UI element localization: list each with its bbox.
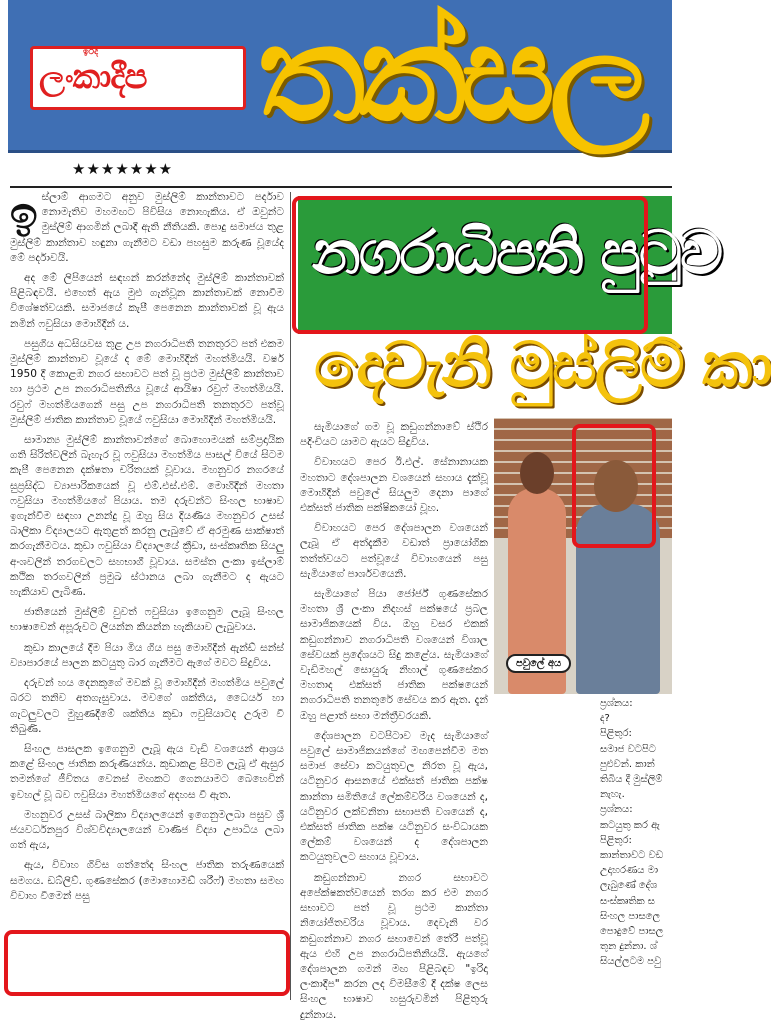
highlight-box-face <box>572 424 656 548</box>
article-column-3 <box>600 696 672 970</box>
col1-text: කුඩා කාලයේ දීම පියා මිය ගිය පසු මොහිදීන් ඇන්ඩ් සන්ස් ව්‍යාපාරයේ පාලන කටයුතු බාර ගැනීමට ඇගේ මවට සිදුවිය. <box>10 641 284 669</box>
col1-text: දරුවන් හය දෙනකුගේ මවක් වූ මොහිදීන් මහත්මිය පවුලේ බරට තනිව අතගැසුවාය. මවගේ ශක්තිය, ධෛර්ය හා ගැටලුවලට මුහුණදීමේ ශක්තිය කුඩා ෆවුසියාටද උරුම වී තිබුණි. <box>10 677 284 735</box>
banner-line-2: දෙවැනි මුස්ලිම් කා <box>314 328 771 401</box>
col3-line: තුන දුන්නා. ශ්‍ <box>600 941 657 953</box>
col1-paragraph <box>10 433 284 600</box>
col3-line: නැහැ. <box>600 789 625 801</box>
col3-line: කටයුතු කර ඇ <box>600 819 660 831</box>
col1-paragraph <box>10 676 284 737</box>
article-column-2 <box>300 420 488 1021</box>
col2-paragraph <box>300 521 488 582</box>
col1-text: ස්ලාම් ආගමට අනුව මුස්ලිම් කාන්තාවට පර්දාව නොමැතිව මහමඟට පිවිසිය නොහැකිය. ඒ ඔවුන්ට මුස්ලිම් ආගමින් ලබාදී ඇති නීතියකි. පොදු සමාජය තුළ මුස්ලිම් කාන්තාව හඳුනා ගැනීමට වඩා පහසුම කරුණ වූයේද මේ පර්දාවයි. <box>10 191 284 264</box>
col1-text: සාමාන්‍ය මුස්ලිම් කාන්තාවන්ගේ බොහොමයක් සම්ප්‍රදායික ගති සිරිත්වලින් බැහැර වූ ෆවුසියා මහත්මිය පාසල් වියේ සිටම කැපී පෙනෙන දක්ෂතා චරිතයක් වූවාය. මහනුවර නගරයේ සුප්‍රසිද්ධ ව්‍යාපාරිකයෙක් වූ එම්.එස්.එම්. මොහිදීන් මහතා ෆවුසියා මහත්මියගේ පියාය. තම දරුවන්ට සිංහල භාෂාව ඉගැන්වීම සඳහා උනන්දු වූ ඔහු සිය දියණිය මහනුවර උසස් බාලිකා විද්‍යාලයට ඇතුළත් කරනු ලැබුවේ ඒ අරමුණ සාක්ෂාත් කරගැනීමටය. කුඩා ෆවුසියා විද්‍යාලයේ ක්‍රීඩා, සංස්කෘතික සියලු අංශවලින් තරගවලට සහභාගී වූවාය. සමස්ත ලංකා ඉස්ලාම් කථික තරගවලින් ප්‍රමුඛ ස්ථානය ලබා ගැනීමට ද ඇයට හැකියාව ලැබිණ. <box>10 434 284 599</box>
col1-paragraph <box>10 742 284 803</box>
col1-text: මහනුවර උසස් බාලිකා විද්‍යාලයෙන් ඉගෙනුමලබා පසුව ශ්‍රී ජයවර්ධනපුර විශ්වවිද්‍යාලයෙන් වාණිජ විද්‍යා උපාධිය ලබා ගත් ඇය, <box>10 808 284 852</box>
col3-line: පිළිතුර: <box>600 834 632 846</box>
headline-banner-2 <box>298 328 771 412</box>
drop-cap: ඉ <box>10 188 38 239</box>
page-headline: තක්සල <box>258 0 644 151</box>
col1-text: ජාතියෙන් මුස්ලිම් වුවත් ෆවුසියා ඉගෙනුම ලැබූ සිංහල භාෂාවෙන් අපූරුවට ලියන්න කියන්න හැකියාව ලැබුවාය. <box>10 606 284 634</box>
col2-text: සැමියාගේ පියා ජෝර්ජ් ගුණසේකර මහතා ශ්‍රී ලංකා නිදහස් පක්ෂයේ ප්‍රබල සාමාජිකයෙක් විය. ඔහු වසර එකක් කඩුගන්නාව නගරාධිපති වශයෙන් විශාල සේවයක් ප්‍රදේශයට සිදු කළේය. සැමියාගේ වැඩිමහල් සොයුරු නිහාල් ගුණසේකර මහතාද එක්සත් ජාතික පක්ෂයෙන් නගරාධිපති තනතුරේ සේවය කර ඇත. දැන් ඔහු පළාත් සභා මන්ත්‍රීවරයකි. <box>300 588 488 722</box>
col1-paragraph <box>10 605 284 635</box>
col3-line: ප්‍රශ්නය: <box>600 698 633 709</box>
logo-small-text: ඉරිද <box>83 47 99 57</box>
col3-line: පුළුවන්. කාන් <box>600 758 655 770</box>
col3-line: උදාහරණය මා <box>600 865 659 877</box>
col3-line: සංස්කෘතික ස <box>600 895 655 907</box>
col3-line: කාන්තාවට වඩ <box>600 850 664 862</box>
col1-text: සිංහල පාසලක ඉගෙනුම ලැබූ ඇය වැඩි වශයෙන් ආශ්‍රය කළේ සිංහල ජාතික කරුණියන්ය. කුඩාකළ සිටම ලැබූ ඒ ඇසුර තමන්ගේ ජීවිතය වෙනස් මඟකට ගෙනයාමට බෙහෙවින් ඉවහල් වූ බව ෆවුසියා මහත්මියගේ අදහස වී ඇත. <box>10 742 284 801</box>
col1-text: පසුගිය අධසියවස තුළ උප නගරාධිපති තනතුරට පත් එකම මුස්ලිම් කාන්තාව වූයේ ද මේ මොහිදීන් මහත්මියයි. වර්ෂ 1950 දී කොළඹ නගර සභාවට පත් වූ ප්‍රථම මුස්ලිම් කාන්තාව හා ප්‍රථම උප නගරාධිපතිනිය වූයේ ආයිෂා රවුෆ් මහත්මියයි. රවුෆ් මහත්මියගෙන් පසු උප නගරාධිපති තනතුරට පත්වූ මුස්ලිම් ජාතික කාන්තාව වූයේ ෆවුසියා මොහිදීන් මහත්මියයි. <box>10 337 284 426</box>
col2-text: විවාහයට පෙර දේශපාලන වශයෙන් ලැබූ ඒ අත්දැකීම වඩාත් ප්‍රායෝගික තත්ත්වයට පත්වූයේ විවාහයෙන් පසු සැමියාගේ පාර්ශවයෙනි. <box>300 522 488 580</box>
col1-paragraph <box>10 808 284 854</box>
star-rating: ★★★★★★★ <box>72 160 174 178</box>
col2-text: කඩුගන්නාව නගර සභාවට අපේක්ෂකත්වයෙන් තරග කර එම නගර සභාවට පත් වූ ප්‍රථම කාන්තා නියෝජිතවරිය වූවාය. දෙවැනි වර කඩුගන්නාව නගර සභාවෙන් තේරී පත්වූ ඇය එහි උප නගරාධිපතිනියයි. ඇයගේ දේශපාලන ගමන් මඟ පිළිබඳව "ඉරිදා ලංකාදීප" කරන ලද විමසීමේ දී දක්ෂ ලෙස සිංහල භාෂාව හසුරුවමින් පිළිතුරු දුන්නාය. <box>300 871 488 1021</box>
highlight-box-text <box>4 930 290 996</box>
banner-line-1: නගරාධිපති පුටුව <box>312 218 722 288</box>
col1-text: අද මේ ලිපියෙන් සඳහන් කරන්නේද මුස්ලිම් කාන්තාවක් පිළිබඳවයි. එහෙත් ඇය මුළු ගැන්වූන කාන්තාවක් නොවීම විශේෂත්වයකි. සමාජයේ කැපී පෙනෙන කාන්තාවක් වූ ඇය නමින් ෆවුසියා මොහිදීන් ය. <box>10 272 284 330</box>
col3-line: සිංහල පාසලෙ <box>600 910 661 922</box>
col1-paragraph <box>10 858 284 904</box>
col1-paragraph <box>10 337 284 428</box>
col2-paragraph <box>300 871 488 1023</box>
highlight-box-banner <box>292 196 648 334</box>
col3-line: සමාජ වටපිට <box>600 743 656 755</box>
header-divider <box>10 186 672 188</box>
article-column-1 <box>10 190 284 1000</box>
col2-paragraph <box>300 729 488 866</box>
newspaper-logo <box>30 46 246 110</box>
woman-head <box>520 452 554 494</box>
col3-line: ලැබුණේ දේශ <box>600 880 658 892</box>
col2-text: දේශපාලන වටපිටාව මැද සැමියාගේ පවුලේ සාමාජිකයන්ගේ මඟපෙන්වීම මත සමාජ සේවා කටයුතුවල නිරත වූ ඇය, යටිනුවර ආසනයේ එක්සත් ජාතික පක්ෂ කාන්තා සමිතියේ ලේකම්වරිය වශයෙන් ද, යටිනුවර ලක්වනිතා සභාපති වශයෙන් ද, එක්සත් ජාතික පක්ෂ යටිනුවර සංවිධායක ලේකම් වශයෙන් ද දේශපාලන කටයුතුවලට සහාය වූවාය. <box>300 729 488 864</box>
col3-line: සියල්ලටම පවු <box>600 956 662 968</box>
logo-text: ලංකාදීප <box>39 57 147 97</box>
col3-line: ද? <box>600 713 610 725</box>
col2-paragraph <box>300 587 488 724</box>
col1-paragraph <box>10 190 284 266</box>
col3-line: පිළිතුර: <box>600 728 632 740</box>
col3-line: ප්‍රශ්නය: <box>600 804 633 816</box>
col1-paragraph <box>10 641 284 671</box>
column-divider <box>290 192 291 1000</box>
col3-line: පොදුවේ පාසල <box>600 926 664 938</box>
col3-line: තිබිය දී මුස්ලිම් <box>600 774 663 786</box>
col2-text: සැමියාගේ ගම වූ කඩුගන්නාවේ ස්ථිර පදිංචියට යාමට ඇයට සිදුවිය. <box>300 421 488 449</box>
col1-paragraph <box>10 271 284 332</box>
col1-text: ඇය, විවාහ ගිවිස ගත්තේද සිංහල ජාතික තරුණයෙක් සමගය. ඩබ්ලිව්. ගුණසේකර (මොහොමඩ් ශරීෆ්) මහතා සමඟ විවාහ වීමෙන් පසු <box>10 859 284 902</box>
col2-paragraph <box>300 420 488 450</box>
masthead <box>8 0 672 153</box>
col2-text: විවාහයට පෙර ඊ.එල්. සේනානායක මහතාට දේශපාලන වශයෙන් සහාය දැක්වූ මොහිදීන් පවුලේ සියලුම දෙනා පාගේ එක්සත් ජාතික පක්ෂිකයෝ වූහ. <box>300 456 488 515</box>
photo-caption: පවුලේ අය <box>506 654 571 673</box>
col2-paragraph <box>300 455 488 516</box>
